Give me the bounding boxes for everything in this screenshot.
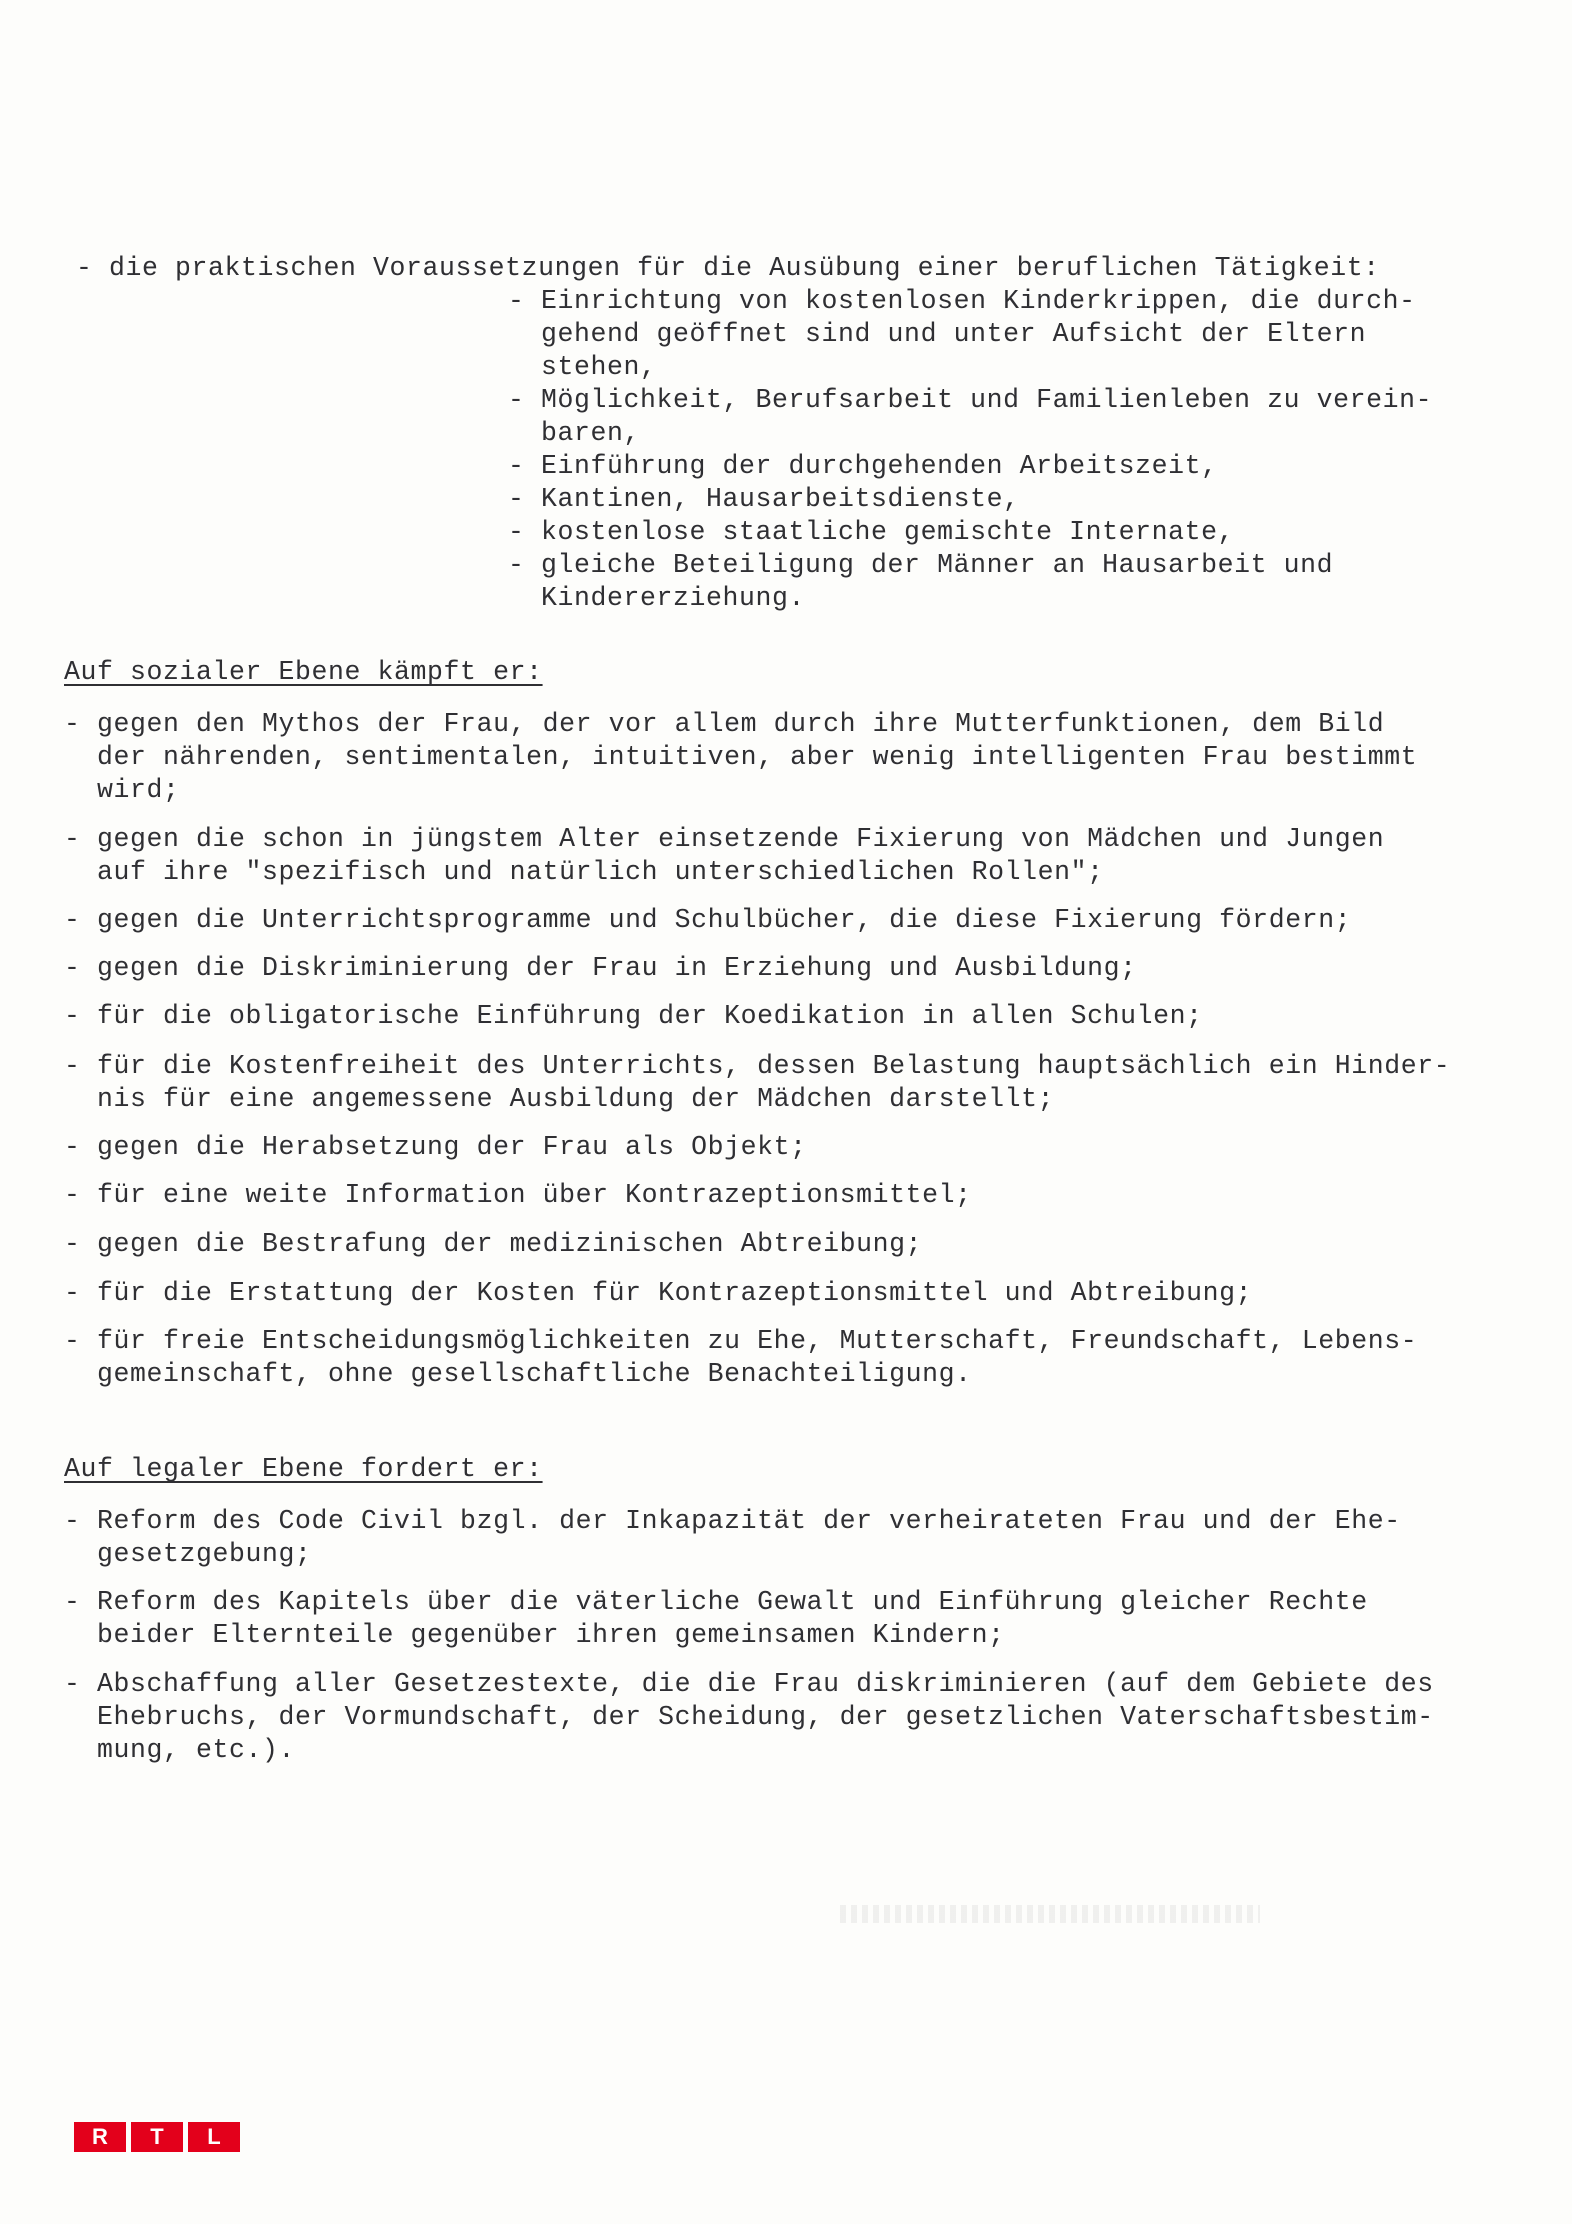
social-line: wird; <box>64 775 180 805</box>
legal-line: - Reform des Code Civil bzgl. der Inkapazität der verheirateten Frau und der Ehe- <box>64 1506 1401 1536</box>
intro-sub-line: - Kantinen, Hausarbeitsdienste, <box>508 484 1020 514</box>
logo-letter-l: L <box>188 2122 240 2152</box>
social-line: - gegen die Herabsetzung der Frau als Objekt; <box>64 1132 807 1162</box>
social-line: - für die Kostenfreiheit des Unterrichts, dessen Belastung hauptsächlich ein Hinder- <box>64 1051 1451 1081</box>
intro-sub-line: - gleiche Beteiligung der Männer an Hausarbeit und <box>508 550 1334 580</box>
social-line: - für die Erstattung der Kosten für Kontrazeptionsmittel und Abtreibung; <box>64 1278 1253 1308</box>
rtl-logo <box>74 2122 240 2152</box>
legal-line: - Abschaffung aller Gesetzestexte, die die Frau diskriminieren (auf dem Gebiete des <box>64 1669 1434 1699</box>
scan-smudge <box>840 1905 1260 1923</box>
intro-sub-line: - kostenlose staatliche gemischte Internate, <box>508 517 1235 547</box>
intro-sub-line: baren, <box>508 418 641 448</box>
intro-sub-line: gehend geöffnet sind und unter Aufsicht der Eltern <box>508 319 1367 349</box>
social-line: - gegen den Mythos der Frau, der vor allem durch ihre Mutterfunktionen, dem Bild <box>64 709 1385 739</box>
legal-line: - Reform des Kapitels über die väterliche Gewalt und Einführung gleicher Rechte <box>64 1587 1368 1617</box>
social-line: der nährenden, sentimentalen, intuitiven, aber wenig intelligenten Frau bestimmt <box>64 742 1418 772</box>
legal-line: gesetzgebung; <box>64 1539 312 1569</box>
social-line: - gegen die Unterrichtsprogramme und Schulbücher, die diese Fixierung fördern; <box>64 905 1352 935</box>
social-line: - gegen die Bestrafung der medizinischen Abtreibung; <box>64 1229 923 1259</box>
logo-letter-t: T <box>131 2122 183 2152</box>
social-line: nis für eine angemessene Ausbildung der Mädchen darstellt; <box>64 1084 1055 1114</box>
social-line: auf ihre "spezifisch und natürlich unterschiedlichen Rollen"; <box>64 857 1104 887</box>
intro-sub-line: - Möglichkeit, Berufsarbeit und Familienleben zu verein- <box>508 385 1433 415</box>
legal-line: beider Elternteile gegenüber ihren gemeinsamen Kindern; <box>64 1620 1005 1650</box>
social-line: - für freie Entscheidungsmöglichkeiten zu Ehe, Mutterschaft, Freundschaft, Lebens- <box>64 1326 1418 1356</box>
legal-line: Ehebruchs, der Vormundschaft, der Scheidung, der gesetzlichen Vaterschaftsbestim- <box>64 1702 1434 1732</box>
social-line: - gegen die Diskriminierung der Frau in Erziehung und Ausbildung; <box>64 953 1137 983</box>
social-heading: Auf sozialer Ebene kämpft er: <box>64 657 543 687</box>
social-line: gemeinschaft, ohne gesellschaftliche Benachteiligung. <box>64 1359 972 1389</box>
logo-letter-r: R <box>74 2122 126 2152</box>
intro-lead: - die praktischen Voraussetzungen für die Ausübung einer beruflichen Tätigkeit: <box>76 253 1380 283</box>
intro-sub-line: stehen, <box>508 352 657 382</box>
social-line: - für eine weite Information über Kontrazeptionsmittel; <box>64 1180 972 1210</box>
legal-heading: Auf legaler Ebene fordert er: <box>64 1454 543 1484</box>
social-line: - für die obligatorische Einführung der Koedikation in allen Schulen; <box>64 1001 1203 1031</box>
intro-sub-line: - Einführung der durchgehenden Arbeitszeit, <box>508 451 1218 481</box>
legal-line: mung, etc.). <box>64 1735 296 1765</box>
intro-sub-line: Kindererziehung. <box>508 583 806 613</box>
social-line: - gegen die schon in jüngstem Alter einsetzende Fixierung von Mädchen und Jungen <box>64 824 1385 854</box>
intro-sub-line: - Einrichtung von kostenlosen Kinderkrippen, die durch- <box>508 286 1416 316</box>
